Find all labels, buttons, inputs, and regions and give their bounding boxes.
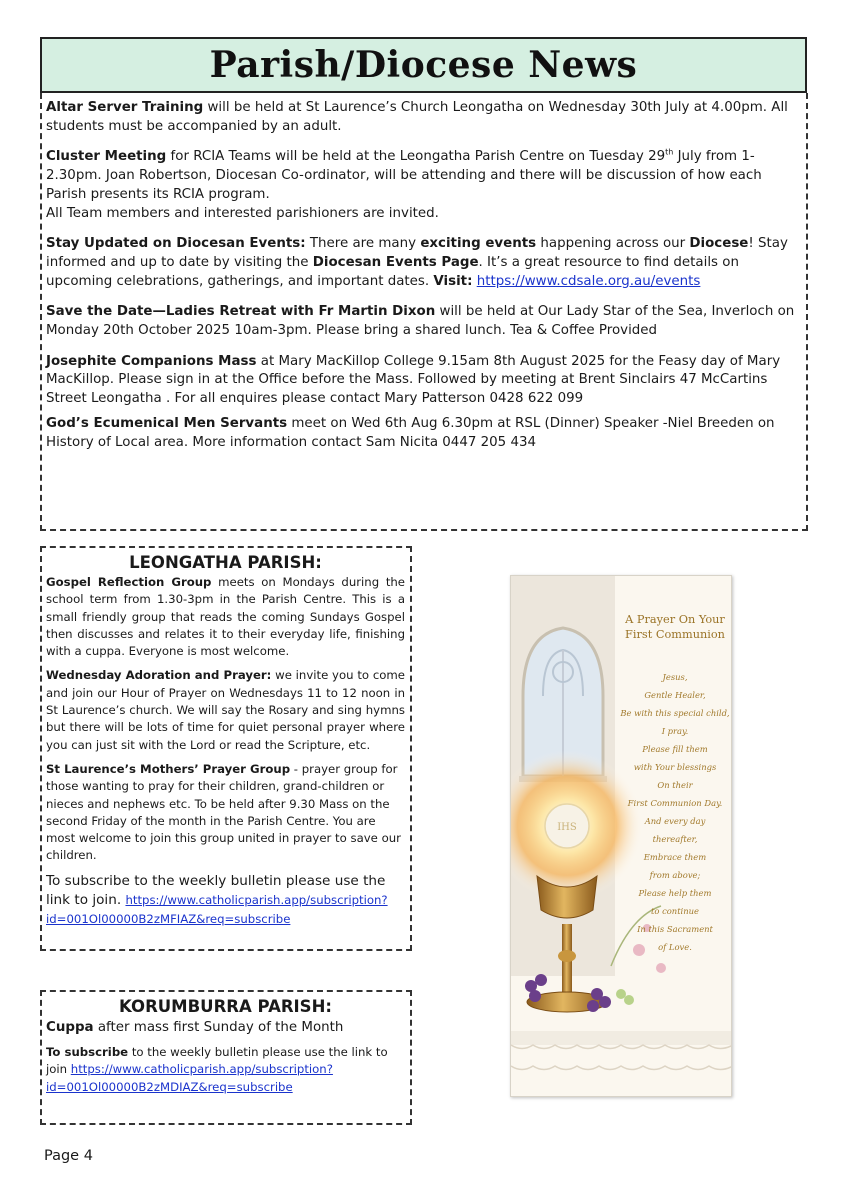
item-text: meet on Wed 6th Aug 6.30pm at RSL (Dinner) Speaker -Niel Breeden on History of Local area. More information contact Sam Nicita 0447 205 434 [46,415,775,450]
item-text: to the weekly bulletin please use the link to join [46,1045,388,1077]
subscribe-item [46,1044,405,1096]
item-heading: Josephite Companions Mass [46,353,257,369]
subscribe-link[interactable]: https://www.catholicparish.app/subscription?id=001Ol00000B2zMDIAZ&req=subscribe [46,1062,333,1094]
item-text: July from 1-2.30pm. Joan Robertson, Diocesan Co-ordinator, will be attending and there will be discussion of how each Parish presents its RCIA program. [46,149,762,202]
host-letters: IHS [557,822,577,833]
cuppa-item [46,1018,405,1037]
item-heading: To subscribe [46,1045,129,1059]
first-communion-prayer-card [510,575,732,1097]
item-heading: Cuppa [46,1020,94,1035]
item-heading: Stay Updated on Diocesan Events: [46,236,306,252]
emphasis: Visit: [433,273,473,289]
josephite-mass-item [46,353,801,409]
subscribe-item [46,872,405,929]
item-heading: Altar Server Training [46,100,204,115]
section-title: LEONGATHA PARISH: [129,553,322,572]
item-text: meets on Mondays during the school term from 1.30-3pm in the Parish Centre. This is a small friendly group that reads the coming Sundays Gospel then discusses and relates it to their everyday life, finishing with a cuppa. Everyone is most welcome. [46,575,405,659]
page-title: Parish/Diocese News [209,44,638,86]
ecumenical-men-item [46,415,801,452]
emphasis: Diocesan Events Page [312,254,479,270]
item-text: we invite you to come and join our Hour of Prayer on Wednesdays 11 to 12 noon in St Laurence’s church. We will say the Rosary and sing hymns but there will be lots of time for quiet personal prayer where you can just sit with the Lord or read the Scripture, etc. [46,668,405,752]
item-heading: Wednesday Adoration and Prayer: [46,668,272,683]
mothers-prayer-item [46,761,405,865]
emphasis: Diocese [689,236,749,252]
ladies-retreat-item [46,303,801,340]
diocese-news-section [40,93,808,531]
item-text: for RCIA Teams will be held at the Leongatha Parish Centre on Tuesday 29 [166,149,666,165]
leongatha-parish-section [40,546,412,951]
card-prayer-text: Jesus, Gentle Healer, Be with this special child, I pray. Please fill them with Your blessings On their First Communion Day. And every day thereafter, Embrace them from above; Please help them to continue In this Sacrament of Love. [620,672,730,952]
gospel-reflection-item [46,574,405,660]
card-heading: A Prayer On Your First Communion [625,613,725,641]
cluster-meeting-item [46,148,801,223]
item-text: happening across our [536,236,690,252]
item-text: will be held at Our Lady Star of the Sea, Inverloch on Monday 20th October 2025 10am-3pm. Please bring a shared lunch. Tea & Coffee Provided [46,304,795,339]
item-text: - prayer group for those wanting to pray for their children, grand-children or nieces and nephews etc. To be held after 9.30 Mass on the second Friday of the month in the Parish Centre. You are most welcome to join this group united in prayer to save our children. [46,761,401,863]
item-text: at Mary MacKillop College 9.15am 8th August 2025 for the Feasy day of Mary MacKillop. Please sign in at the Office before the Mass. Followed by meeting at Brent Sinclairs 47 McCartins Street Leongatha . For all enquires please contact Mary Patterson 0428 622 099 [46,353,781,407]
item-text: All Team members and interested parishioners are invited. [46,205,439,221]
item-heading: God’s Ecumenical Men Servants [46,415,288,431]
emphasis: exciting events [420,236,537,252]
title-banner [40,37,807,93]
page-number: Page 4 [44,1148,93,1164]
adoration-item [46,667,405,753]
altar-server-item [46,99,801,136]
item-text: ! Stay informed and up to date by visiting the [46,236,788,270]
diocesan-events-item [46,235,801,291]
section-title: KORUMBURRA PARISH: [119,997,332,1016]
item-text: To subscribe to the weekly bulletin please use the link to join. [46,872,386,908]
item-text: There are many [305,236,421,252]
korumburra-parish-section [40,990,412,1125]
item-text: after mass first Sunday of the Month [93,1020,344,1035]
item-heading: Save the Date—Ladies Retreat with Fr Martin Dixon [46,304,436,320]
item-heading: Gospel Reflection Group [46,575,212,589]
superscript: th [665,147,674,157]
item-heading: Cluster Meeting [46,149,167,165]
item-heading: St Laurence’s Mothers’ Prayer Group [46,761,291,776]
events-link[interactable]: https://www.cdsale.org.au/events [476,273,701,289]
item-text: will be held at St Laurence’s Church Leongatha on Wednesday 30th July at 4.00pm. All students must be accompanied by an adult. [46,100,788,134]
item-text: . It’s a great resource to find details on upcoming celebrations, gatherings, and important dates. [46,254,739,289]
subscribe-link[interactable]: https://www.catholicparish.app/subscription?id=001Ol00000B2zMFIAZ&req=subscribe [46,892,388,926]
